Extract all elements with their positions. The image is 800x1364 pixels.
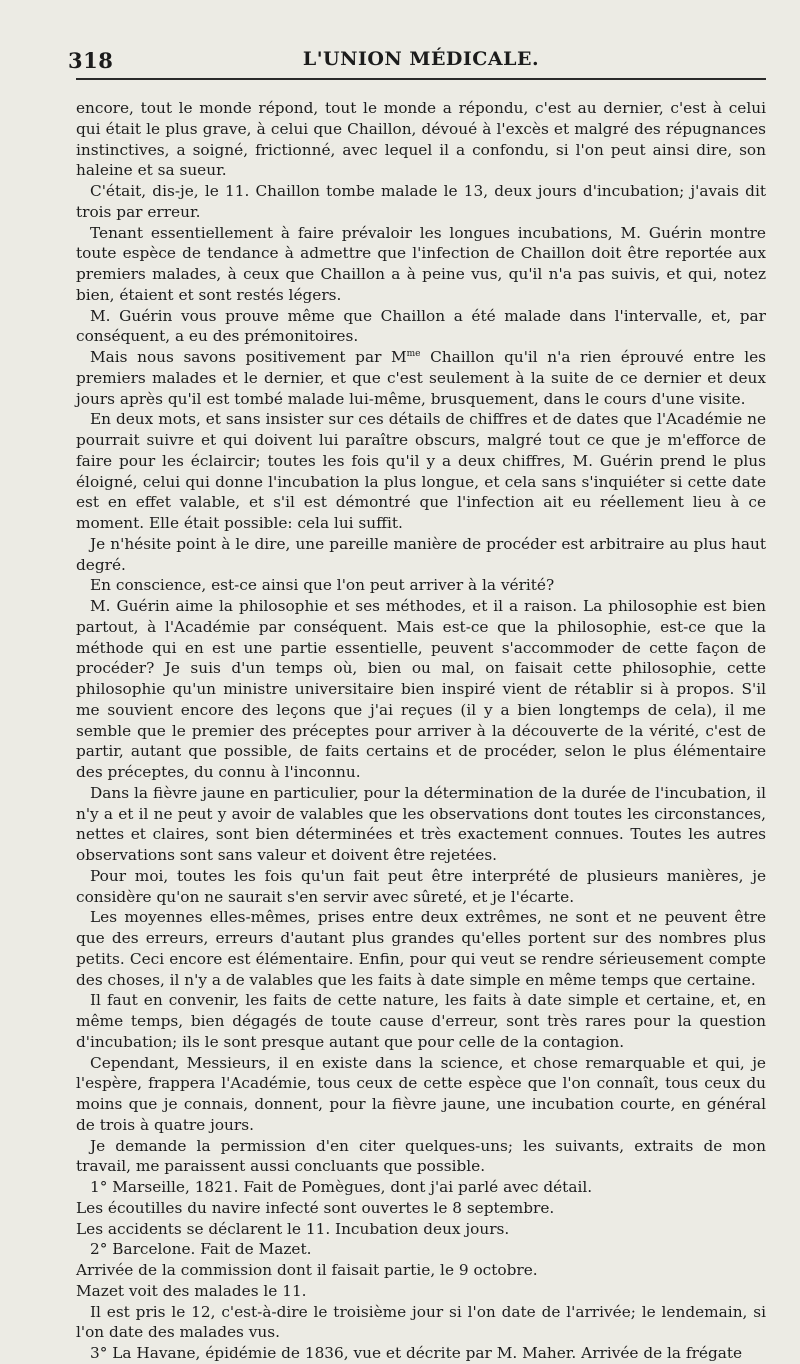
superscript-abbreviation: me — [406, 348, 421, 359]
paragraph-rest: Chaillon qu'il n'a rien éprouvé entre les premiers malades et le dernier, et que c'est seulement à la suite de ce dernier et deux jours après qu'il est tombé malade lui-même, brusquement, dans le cours d'une visite. — [76, 348, 766, 408]
running-header — [68, 44, 766, 80]
paragraph-start: Mais nous savons positivement par M — [90, 348, 407, 366]
paragraph: Cependant, Messieurs, il en existe dans la science, et chose remarquable et qui, je l'espère, frappera l'Académie, tous ceux de cette espèce que l'on connaît, tous ceux du moins que je connais, donnent, pour la fièvre jaune, une incubation courte, en général de trois à quatre jours. — [76, 1053, 766, 1134]
article-body — [76, 98, 766, 1364]
paragraph: Les écoutilles du navire infecté sont ouvertes le 8 septembre. — [76, 1198, 555, 1217]
paragraph — [76, 347, 766, 409]
paragraph: Je demande la permission d'en citer quelques-uns; les suivants, extraits de mon travail, me paraissent aussi concluants que possible. — [76, 1136, 766, 1176]
paragraph: En deux mots, et sans insister sur ces détails de chiffres et de dates que l'Académie ne pourrait suivre et qui doivent lui paraître obscurs, malgré tout ce que je m'efforce de faire pour les éclaircir; toutes les fois qu'il y a deux chiffres, M. Guérin prend le plus éloigné, celui qui donne l'incubation la plus longue, et cela sans s'inquiéter si cette date est en effet valable, et s'il est démontré que l'infection ait eu réellement lieu à ce moment. Elle était possible: cela lui suffit. — [76, 410, 766, 532]
paragraph: Tenant essentiellement à faire prévaloir les longues incubations, M. Guérin montre toute espèce de tendance à admettre que l'infection de Chaillon doit être reportée aux premiers malades, à ceux que Chaillon a à peine vus, qu'il n'a pas suivis, et qui, notez bien, étaient et sont restés légers. — [76, 223, 766, 304]
paragraph: M. Guérin aime la philosophie et ses méthodes, et il a raison. La philosophie est bien partout, à l'Académie par conséquent. Mais est-ce que la philosophie, est-ce que la méthode qui en est une partie essentielle, peuvent s'accommoder de cette façon de procéder? Je suis d'un temps où, bien ou mal, on faisait cette philosophie, cette philosophie qu'un ministre universitaire bien inspiré vient de rétablir si à propos. S'il me souvient encore des leçons que j'ai reçues (il y a bien longtemps de cela), il me semble que le premier des préceptes pour arriver à la découverte de la vérité, c'est de partir, autant que possible, de faits certains et de procéder, selon le plus élémentaire des préceptes, du connu à l'inconnu. — [76, 597, 766, 781]
page-number: 318 — [68, 48, 114, 73]
paragraph: M. Guérin vous prouve même que Chaillon a été malade dans l'intervalle, et, par conséquent, a eu des prémonitoires. — [76, 306, 766, 346]
paragraph: Pour moi, toutes les fois qu'un fait peut être interprété de plusieurs manières, je considère qu'on ne saurait s'en servir avec sûreté, et je l'écarte. — [76, 866, 766, 906]
paragraph: Arrivée de la commission dont il faisait partie, le 9 octobre. — [76, 1261, 538, 1279]
paragraph: Les moyennes elles-mêmes, prises entre deux extrêmes, ne sont et ne peuvent être que des erreurs, erreurs d'autant plus grandes qu'elles portent sur des nombres plus petits. Ceci encore est élémentaire. Enfin, pour qui veut se rendre sérieusement compte des choses, il n'y a de valables que les faits à date simple en même temps que certaine. — [76, 908, 766, 989]
paragraph: 2° Barcelone. Fait de Mazet. — [90, 1240, 312, 1259]
journal-title: L'UNION MÉDICALE. — [302, 48, 540, 70]
paragraph: 3° La Havane, épidémie de 1836, vue et décrite par M. Maher. Arrivée de la frégate — [90, 1344, 743, 1362]
paragraph: En conscience, est-ce ainsi que l'on peut arriver à la vérité? — [90, 576, 555, 595]
paragraph: Il faut en convenir, les faits de cette nature, les faits à date simple et certaine, et, en même temps, bien dégagés de toute cause d'erreur, sont très rares pour la question d'incubation; ils le sont presque autant que pour celle de la contagion. — [76, 991, 766, 1051]
paragraph: Je n'hésite point à le dire, une pareille manière de procéder est arbitraire au plus haut degré. — [76, 534, 766, 574]
paragraph: encore, tout le monde répond, tout le monde a répondu, c'est au dernier, c'est à celui qui était le plus grave, à celui que Chaillon, dévoué à l'excès et malgré des répugnances instinctives, a soigné, frictionné, avec lequel il a confondu, si l'on peut ainsi dire, son haleine et sa sueur. — [76, 99, 766, 180]
paragraph: Les accidents se déclarent le 11. Incubation deux jours. — [76, 1219, 510, 1238]
paragraph: C'était, dis-je, le 11. Chaillon tombe malade le 13, deux jours d'incubation; j'avais dit trois par erreur. — [76, 182, 766, 221]
paragraph: Dans la fièvre jaune en particulier, pour la détermination de la durée de l'incubation, il n'y a et il ne peut y avoir de valables que les observations dont toutes les circonstances, nettes et claires, sont bien déterminées et très exactement connues. Toutes les autres observations sont sans valeur et doivent être rejetées. — [76, 783, 766, 864]
paragraph: 1° Marseille, 1821. Fait de Pomègues, dont j'ai parlé avec détail. — [90, 1178, 593, 1196]
paragraph: Mazet voit des malades le 11. — [76, 1281, 307, 1300]
paragraph: Il est pris le 12, c'est-à-dire le troisième jour si l'on date de l'arrivée; le lendemain, si l'on date des malades vus. — [76, 1302, 766, 1342]
